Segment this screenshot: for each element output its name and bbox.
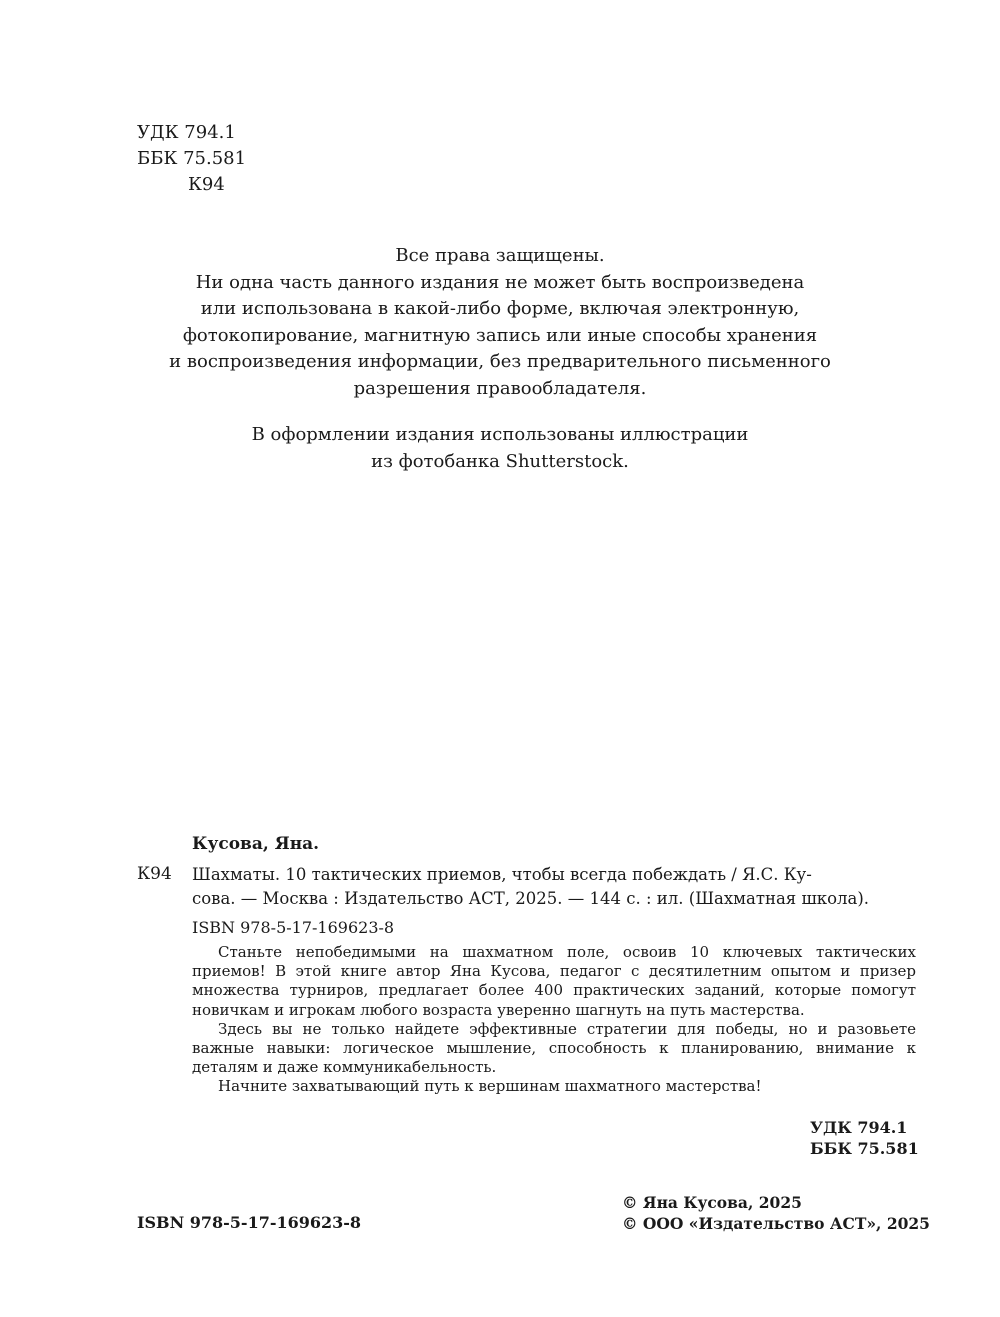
rights-line: разрешения правообладателя. xyxy=(353,377,647,399)
bibliographic-line: Шахматы. 10 тактических приемов, чтобы всегда побеждать / Я.С. Ку- xyxy=(192,865,812,884)
bottom-udk-code: УДК 794.1 xyxy=(810,1118,908,1137)
card-author-mark: К94 xyxy=(137,864,172,884)
copyright-publisher: © ООО «Издательство АСТ», 2025 xyxy=(622,1214,930,1233)
author-mark: К94 xyxy=(188,174,225,195)
copyright-author: © Яна Кусова, 2025 xyxy=(622,1193,802,1212)
bottom-classification-codes xyxy=(810,1117,919,1159)
copyright-block xyxy=(622,1192,930,1234)
bottom-bbk-code: ББК 75.581 xyxy=(810,1139,919,1158)
rights-line: фотокопирование, магнитную запись или иные способы хранения xyxy=(182,324,818,346)
annotation xyxy=(192,943,916,1097)
illustrations-notice xyxy=(120,422,880,475)
annotation-paragraph: Станьте непобедимыми на шахматном поле, освоив 10 ключевых тактических приемов! В этой книге автор Яна Кусова, педагог с десятилетним опытом и призер множества турниров, предлагает более 400 практических заданий, которые помогут новичкам и игрокам любого возраста уверенно шагнуть на путь мастерства. xyxy=(192,943,916,1019)
rights-line: или использована в какой-либо форме, включая электронную, xyxy=(200,298,800,319)
rights-line: Ни одна часть данного издания не может быть воспроизведена xyxy=(195,271,805,293)
rights-notice xyxy=(120,243,880,402)
rights-line: Все права защищены. xyxy=(395,245,605,266)
isbn-bottom: ISBN 978-5-17-169623-8 xyxy=(137,1213,362,1232)
illustrations-line: из фотобанка Shutterstock. xyxy=(371,450,629,472)
card-isbn: ISBN 978-5-17-169623-8 xyxy=(192,918,395,937)
rights-line: и воспроизведения информации, без предварительного письменного xyxy=(169,351,831,372)
bbk-code: ББК 75.581 xyxy=(137,148,247,169)
bibliographic-line: сова. — Москва : Издательство АСТ, 2025. — 144 с. : ил. (Шахматная школа). xyxy=(192,889,870,908)
annotation-paragraph: Здесь вы не только найдете эффективные стратегии для победы, но и разовьете важные навыки: логическое мышление, способность к планированию, внимание к деталям и даже коммуникабельность. xyxy=(192,1019,916,1077)
bibliographic-description xyxy=(192,863,916,911)
illustrations-line: В оформлении издания использованы иллюстрации xyxy=(251,424,749,445)
annotation-paragraph: Начните захватывающий путь к вершинам шахматного мастерства! xyxy=(218,1077,762,1096)
classification-codes xyxy=(137,120,246,198)
udk-code: УДК 794.1 xyxy=(137,122,236,143)
card-author: Кусова, Яна. xyxy=(192,834,320,854)
